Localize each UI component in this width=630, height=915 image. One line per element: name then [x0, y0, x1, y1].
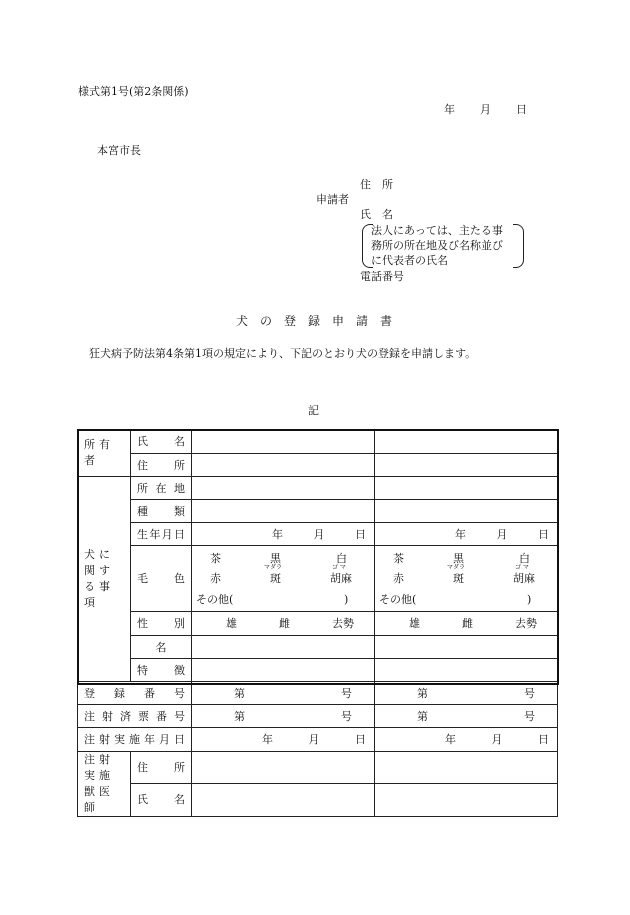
form-number: 様式第1号(第2条関係): [78, 85, 189, 98]
reg-number-field-2[interactable]: 第 号: [375, 682, 558, 705]
name-label: 氏 名: [360, 208, 393, 221]
reg-number-label: 登録番号: [84, 686, 185, 700]
color-red[interactable]: 赤: [210, 571, 221, 585]
vaccine-number-field-1[interactable]: 第 号: [192, 705, 375, 728]
vet-name-field-2[interactable]: [375, 783, 558, 816]
vaccine-date-label: 注射実施年月日: [84, 733, 185, 746]
color-brown[interactable]: 茶: [210, 551, 221, 565]
color-other-close: ): [527, 592, 532, 606]
vaccine-date-field-2[interactable]: 年 月 日: [375, 728, 558, 752]
spotted-ruby: マダラ: [447, 563, 466, 571]
features-label: 特 徴: [137, 663, 185, 677]
owner-address-field-2[interactable]: [375, 454, 558, 477]
date-year: 年: [444, 103, 455, 116]
color-white[interactable]: 白: [336, 551, 347, 565]
vet-name-field-1[interactable]: [192, 783, 375, 816]
breed-field-1[interactable]: [192, 500, 375, 523]
sex-neutered[interactable]: 去勢: [332, 617, 354, 630]
color-other[interactable]: その他(: [196, 592, 234, 606]
sex-female[interactable]: 雌: [462, 617, 473, 630]
owner-group-label: 所有者: [78, 430, 131, 477]
location-field-2[interactable]: [375, 477, 558, 500]
color-other-close: ): [344, 592, 349, 606]
birthdate-label: 生年月日: [137, 527, 185, 541]
color-other[interactable]: その他(: [379, 592, 417, 606]
vet-address-field-2[interactable]: [375, 752, 558, 784]
reg-number-field-1[interactable]: 第 号: [192, 682, 375, 705]
vet-name-label: 氏 名: [137, 793, 185, 807]
features-field-1[interactable]: [192, 659, 375, 682]
sesame-ruby: ゴ マ: [515, 563, 529, 571]
vet-address-field-1[interactable]: [192, 752, 375, 784]
owner-address-field-1[interactable]: [192, 454, 375, 477]
vet-group-label: 注射実施獣医師: [78, 752, 131, 817]
location-field-1[interactable]: [192, 477, 375, 500]
breed-field-2[interactable]: [375, 500, 558, 523]
sex-male[interactable]: 雄: [226, 617, 237, 630]
color-brown[interactable]: 茶: [393, 551, 404, 565]
date-month: 月: [480, 103, 491, 116]
color-spotted[interactable]: 斑: [270, 571, 281, 585]
sex-options-1[interactable]: [192, 612, 375, 636]
dog-name-field-2[interactable]: [375, 636, 558, 659]
vet-address-label: 住 所: [137, 760, 185, 774]
sex-options-2[interactable]: [375, 612, 558, 636]
vaccine-number-label: 注射済票番号: [84, 709, 185, 723]
sex-female[interactable]: 雌: [279, 617, 290, 630]
sesame-ruby: ゴ マ: [332, 563, 346, 571]
color-white[interactable]: 白: [519, 551, 530, 565]
color-red[interactable]: 赤: [393, 571, 404, 585]
coat-color-label: 毛 色: [137, 572, 185, 585]
owner-name-label: 氏 名: [137, 435, 185, 448]
registration-table: [77, 429, 558, 817]
owner-name-field-1[interactable]: [192, 430, 375, 454]
color-sesame[interactable]: 胡麻: [513, 571, 535, 585]
vaccine-date-field-1[interactable]: 年 月 日: [192, 728, 375, 752]
owner-name-field-2[interactable]: [375, 430, 558, 454]
birthdate-field-2[interactable]: 年 月 日: [375, 523, 558, 546]
birthdate-field-1[interactable]: 年 月 日: [192, 523, 375, 546]
sex-label: 性 別: [137, 617, 185, 630]
phone-label: 電話番号: [360, 270, 404, 283]
sex-neutered[interactable]: 去勢: [515, 617, 537, 630]
applicant-label: 申請者: [316, 193, 349, 206]
dog-name-label: 名: [131, 636, 192, 659]
coat-color-options-2[interactable]: [375, 546, 558, 612]
ki-label: 記: [308, 404, 319, 417]
vaccine-number-field-2[interactable]: 第 号: [375, 705, 558, 728]
address-label: 住 所: [360, 178, 393, 191]
document-title: 犬 の 登 録 申 請 書: [236, 314, 393, 328]
bracket-right: [513, 224, 524, 268]
addressee: 本宮市長: [97, 144, 141, 157]
coat-color-options-1[interactable]: [192, 546, 375, 612]
corporate-note-2: 務所の所在地及び名称並び: [371, 239, 503, 252]
corporate-note-3: に代表者の氏名: [371, 254, 448, 267]
date-day: 日: [516, 103, 527, 116]
dog-name-field-1[interactable]: [192, 636, 375, 659]
spotted-ruby: マダラ: [264, 563, 283, 571]
features-field-2[interactable]: [375, 659, 558, 682]
owner-address-label: 住 所: [137, 458, 185, 472]
color-spotted[interactable]: 斑: [453, 571, 464, 585]
dog-group-label: 犬に関する事項: [78, 477, 131, 682]
statement: 狂犬病予防法第4条第1項の規定により、下記のとおり犬の登録を申請します。: [89, 347, 477, 360]
sex-male[interactable]: 雄: [409, 617, 420, 630]
color-black[interactable]: 黒: [270, 551, 281, 565]
color-black[interactable]: 黒: [453, 551, 464, 565]
breed-label: 種 類: [137, 504, 185, 518]
corporate-note-1: 法人にあっては、主たる事: [371, 224, 503, 237]
location-label: 所在地: [137, 481, 185, 495]
color-sesame[interactable]: 胡麻: [330, 571, 352, 585]
